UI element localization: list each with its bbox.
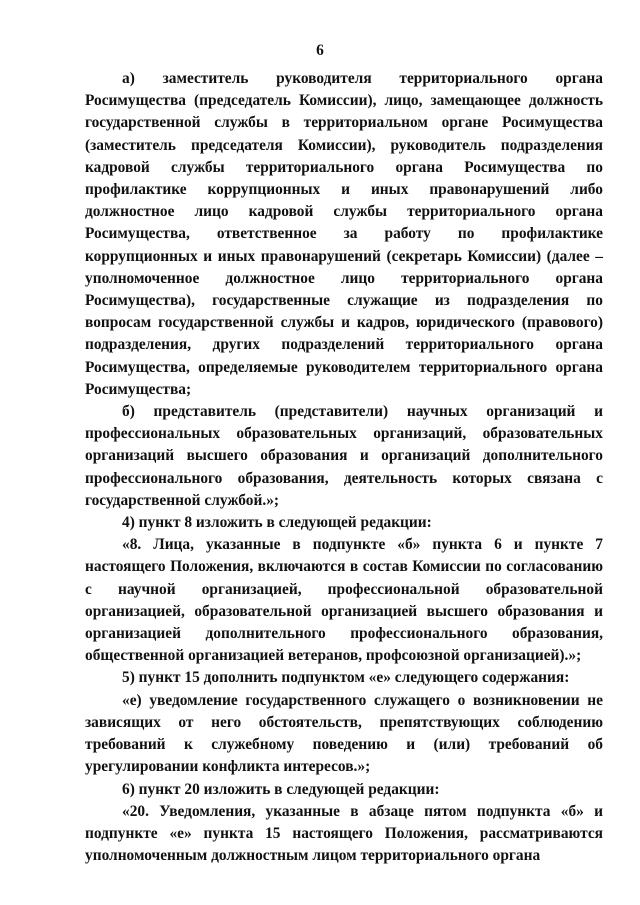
paragraph-item-6-heading: 6) пункт 20 изложить в следующей редакции:	[122, 780, 440, 798]
paragraph-a-commission-members: а) заместитель руководителя территориального органа Росимущества (председатель Комиссии), лицо, замещающее должность государственной службы в территориальном органе Росимущества (заместитель председателя Комиссии), руководитель подразделения кадровой службы территориального органа Росимущества по профилактике коррупционных и иных правонарушений либо должностное лицо кадровой службы территориального органа Росимущества, ответственное за работу по профилактике коррупционных и иных правонарушений (секретарь Комиссии) (далее – уполномоченное должностное лицо территориального органа Росимущества), государственные служащие из подразделения по вопросам государственной службы и кадров, юридического (правового) подразделения, других подразделений территориального органа Росимущества, определяемые руководителем территориального органа Росимущества;	[85, 70, 603, 398]
paragraph-item-8-text: «8. Лица, указанные в подпункте «б» пункта 6 и пункте 7 настоящего Положения, включаются в состав Комиссии по согласованию с научной организацией, профессиональной образовательной организацией, образовательной организацией высшего образования и организацией дополнительного профессионального образования, общественной организацией ветеранов, профсоюзной организацией).»;	[85, 536, 603, 665]
paragraph-item-20-text: «20. Уведомления, указанные в абзаце пятом подпункта «б» и подпункте «е» пункта 15 настоящего Положения, рассматриваются уполномоченным должностным лицом территориального органа	[85, 802, 603, 865]
document-body	[85, 68, 603, 867]
page-number: 6	[316, 42, 324, 59]
paragraph-b-representatives: б) представитель (представители) научных организаций и профессиональных образовательных организаций, образовательных организаций высшего образования и организаций дополнительного профессионального образования, деятельность которых связана с государственной службой.»;	[85, 403, 603, 509]
paragraph-item-4-heading: 4) пункт 8 изложить в следующей редакции:	[122, 514, 432, 532]
paragraph-subitem-e-text: «е) уведомление государственного служащего о возникновении не зависящих от него обстоятельств, препятствующих соблюдению требований к служебному поведению и (или) требований об урегулировании конфликта интересов.»;	[85, 691, 603, 776]
paragraph-item-5-heading: 5) пункт 15 дополнить подпунктом «е» следующего содержания:	[122, 669, 570, 687]
